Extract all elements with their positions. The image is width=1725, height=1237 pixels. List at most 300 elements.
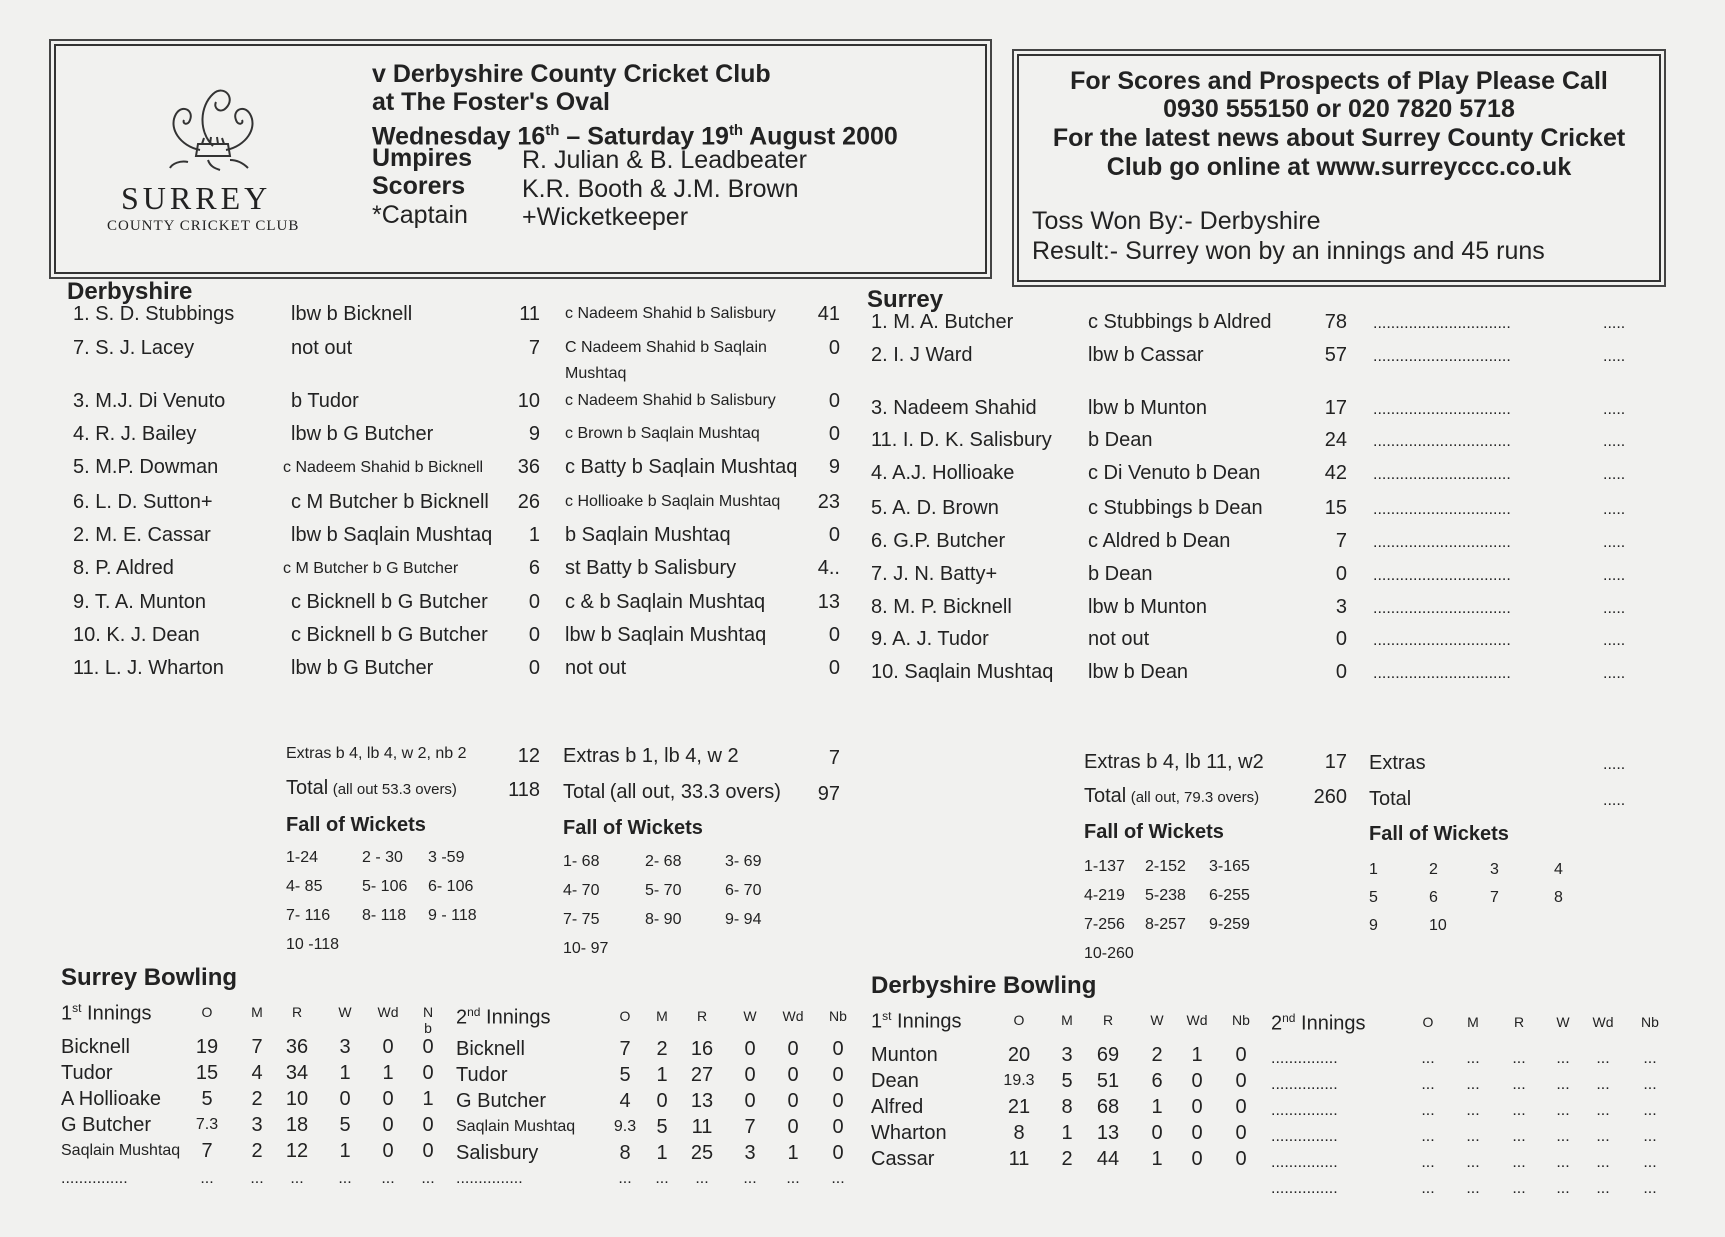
bowling-figure-dots: ... (1466, 1050, 1480, 1067)
column-header: R (1513, 1014, 1525, 1030)
batsman-name: 9. A. J. Tudor (871, 628, 989, 650)
bowling-figure: 5 (201, 1088, 213, 1110)
bowling-figure: 3 (744, 1142, 756, 1164)
fow-entry: 4-219 (1084, 887, 1125, 904)
surrey-bowling-title: Surrey Bowling (61, 964, 238, 991)
bowling-figure: 0 (1235, 1096, 1247, 1118)
fow-entry: 5-238 (1145, 887, 1186, 904)
bowler-name-dots: ............... (1271, 1050, 1338, 1067)
bowling-figure-dots: ... (1596, 1154, 1610, 1171)
runs-innings-2: 13 (817, 591, 840, 613)
bowling-figure: 0 (382, 1140, 394, 1162)
dots-runs-2: ..... (1603, 433, 1626, 450)
fow-entry: 6-255 (1209, 887, 1250, 904)
bowling-figure: 0 (744, 1090, 756, 1112)
bowling-figure-dots: ... (1556, 1076, 1570, 1093)
bowling-figure: 1 (382, 1062, 394, 1084)
dots-innings-2: ............................... (1373, 501, 1511, 518)
bowling-figure: 1 (1151, 1148, 1163, 1170)
contact-line-4: Club go online at www.surreyccc.co.uk (1106, 153, 1572, 181)
column-header: Wd (1186, 1012, 1208, 1028)
bowling-figure: 0 (744, 1038, 756, 1060)
bowling-figure: 0 (422, 1140, 434, 1162)
dots-innings-2: ............................... (1373, 315, 1511, 332)
bowler-name-dots: ............... (1271, 1102, 1338, 1119)
bowling-figure: 36 (285, 1036, 309, 1058)
batsman-name: 4. A.J. Hollioake (871, 462, 1015, 484)
bowling-figure: 10 (285, 1088, 309, 1110)
bowling-figure: 27 (690, 1064, 714, 1086)
bowling-figure-dots: ... (1466, 1102, 1480, 1119)
fow-entry: 10-260 (1084, 945, 1134, 962)
bowler-name-dots: ............... (1271, 1154, 1338, 1171)
bowling-figure: 0 (382, 1114, 394, 1136)
surrey-extras-1-runs: 17 (1324, 751, 1347, 773)
bowler-name-dots: ............... (1271, 1128, 1338, 1145)
runs-innings-1: 11 (519, 303, 540, 325)
surrey-extras-2-dots: ..... (1603, 756, 1626, 773)
fow-entry: 7- 116 (286, 907, 331, 924)
bowling-figure: 2 (1061, 1148, 1073, 1170)
bowling-figure-dots: ... (421, 1170, 435, 1187)
bowling-figure: 8 (1061, 1096, 1073, 1118)
scorers-value: K.R. Booth & J.M. Brown (522, 175, 799, 203)
batsman-name: 5. A. D. Brown (871, 497, 999, 519)
dismissal-innings-2: b Saqlain Mushtaq (565, 524, 731, 546)
bowling-figure-dots: ... (1466, 1180, 1480, 1197)
dots-runs-2: ..... (1603, 315, 1626, 332)
bowling-figure: 0 (832, 1090, 844, 1112)
column-header: M (656, 1008, 668, 1024)
scorers-label: Scorers (372, 172, 466, 200)
bowler-name: Saqlain Mushtaq (456, 1118, 576, 1135)
bowling-figure: 1 (1061, 1122, 1073, 1144)
fow-entry: 8- 118 (362, 907, 407, 924)
dots-runs-2: ..... (1603, 632, 1626, 649)
bowler-name: Saqlain Mushtaq (61, 1142, 181, 1159)
column-header: Wd (1592, 1014, 1614, 1030)
bowler-name: Bicknell (456, 1038, 525, 1060)
batsman-name: 1. S. D. Stubbings (73, 303, 235, 325)
dismissal-innings-2: c & b Saqlain Mushtaq (565, 591, 766, 613)
bowling-figure: 5 (339, 1114, 351, 1136)
contact-line-1: For Scores and Prospects of Play Please Call (1070, 67, 1608, 95)
bowling-figure: 5 (619, 1064, 631, 1086)
column-header: W (1556, 1014, 1570, 1030)
bowling-figure-dots: ... (1512, 1180, 1526, 1197)
fow-entry: 9 (1369, 917, 1378, 934)
bowler-name: G Butcher (456, 1090, 547, 1112)
bowling-figure-dots: ... (1556, 1102, 1570, 1119)
runs-innings-2: 0 (828, 390, 840, 412)
bowling-figure: 13 (1096, 1122, 1120, 1144)
bowling-figure: 2 (656, 1038, 668, 1060)
bowling-figure: 0 (1191, 1096, 1203, 1118)
derbyshire-extras-2: Extras b 1, lb 4, w 2 (563, 745, 739, 767)
dots-runs-2: ..... (1603, 348, 1626, 365)
runs-innings-2: 0 (828, 524, 840, 546)
bowling-figure: 1 (1191, 1044, 1203, 1066)
bowling-figure: 0 (339, 1088, 351, 1110)
derbyshire-fow-title-2: Fall of Wickets (563, 817, 703, 839)
bowling-figure-dots: ... (1466, 1076, 1480, 1093)
runs-innings-1: 7 (1335, 530, 1347, 552)
bowler-name: Salisbury (456, 1142, 539, 1164)
runs-innings-1: 0 (528, 591, 540, 613)
bowling-figure: 4 (251, 1062, 263, 1084)
dismissal-innings-1: c Aldred b Dean (1088, 530, 1231, 552)
runs-innings-1: 26 (517, 491, 540, 513)
dismissal-innings-1: c Stubbings b Dean (1088, 497, 1263, 519)
column-header: R (1102, 1012, 1114, 1028)
bowling-figure: 3 (339, 1036, 351, 1058)
dismissal-innings-1: c Nadeem Shahid b Bicknell (283, 459, 484, 476)
bowling-figure-dots: ... (381, 1170, 395, 1187)
bowling-figure-dots: ... (1556, 1180, 1570, 1197)
bowling-figure: 1 (656, 1064, 668, 1086)
runs-innings-2: 0 (828, 657, 840, 679)
bowler-name-dots: ............... (1271, 1076, 1338, 1093)
dismissal-innings-1: lbw b G Butcher (291, 423, 434, 445)
bowling-figure: 0 (832, 1116, 844, 1138)
batsman-name: 2. M. E. Cassar (73, 524, 211, 546)
dots-innings-2: ............................... (1373, 632, 1511, 649)
surrey-total-2-dots: ..... (1603, 792, 1626, 809)
bowling-figure-dots: ... (1512, 1154, 1526, 1171)
runs-innings-1: 10 (517, 390, 540, 412)
batsman-name: 3. M.J. Di Venuto (73, 390, 226, 412)
bowler-name: Cassar (871, 1148, 935, 1170)
bowling-figure: 0 (1235, 1070, 1247, 1092)
derbyshire-total-1-runs: 118 (508, 779, 540, 801)
bowler-name: Tudor (61, 1062, 113, 1084)
bowling-figure: 0 (787, 1064, 799, 1086)
bowling-figure: 3 (251, 1114, 263, 1136)
derbyshire-total-2-runs: 97 (817, 783, 840, 805)
runs-innings-1: 0 (528, 657, 540, 679)
bowling-figure: 0 (382, 1088, 394, 1110)
bowling-figure-dots: ... (1596, 1076, 1610, 1093)
surrey-total-1: Total (all out, 79.3 overs) (1084, 785, 1260, 807)
bowler-name: Bicknell (61, 1036, 130, 1058)
bowling-figure: 21 (1007, 1096, 1031, 1118)
runs-innings-2: 0 (828, 337, 840, 359)
batsman-name: 10. Saqlain Mushtaq (871, 661, 1054, 683)
batsman-name: 7. J. N. Batty+ (871, 563, 998, 585)
bowling-figure: 13 (690, 1090, 714, 1112)
batsman-name: 1. M. A. Butcher (871, 311, 1014, 333)
bowling-figure: 0 (744, 1064, 756, 1086)
match-date: Wednesday 16th – Saturday 19th August 2000 (372, 122, 898, 151)
bowling-figure: 7 (744, 1116, 756, 1138)
contact-line-2: 0930 555150 or 020 7820 5718 (1163, 95, 1515, 123)
fow-entry: 1-24 (286, 849, 319, 866)
batsman-name: 4. R. J. Bailey (73, 423, 197, 445)
dots-innings-2: ............................... (1373, 433, 1511, 450)
column-header: O (201, 1004, 213, 1020)
bowler-name: Dean (871, 1070, 919, 1092)
derbyshire-extras-1: Extras b 4, lb 4, w 2, nb 2 (286, 745, 467, 762)
bowling-figure-dots: ... (1421, 1076, 1435, 1093)
runs-innings-1: 6 (528, 557, 540, 579)
derbyshire-batting-title: Derbyshire (67, 278, 193, 305)
dots-runs-2: ..... (1603, 401, 1626, 418)
dots-innings-2: ............................... (1373, 567, 1511, 584)
match-venue: at The Foster's Oval (372, 88, 610, 116)
column-header: Nb (1641, 1014, 1659, 1030)
column-header: Wd (377, 1004, 399, 1020)
runs-innings-2: 23 (817, 491, 840, 513)
bowling-figure-dots: ... (1556, 1050, 1570, 1067)
dismissal-innings-1: c Bicknell b G Butcher (291, 624, 488, 646)
bowling-figure: 2 (251, 1140, 263, 1162)
column-header: b (424, 1020, 432, 1036)
bowling-figure: 4 (619, 1090, 631, 1112)
wicketkeeper-key: +Wicketkeeper (522, 203, 689, 231)
fow-entry: 4- 70 (563, 882, 600, 899)
batsman-name: 8. P. Aldred (73, 557, 174, 579)
fow-entry: 4 (1554, 861, 1563, 878)
dismissal-innings-2: lbw b Saqlain Mushtaq (565, 624, 767, 646)
bowling-figure: 5 (656, 1116, 668, 1138)
dismissal-innings-1: c M Butcher b Bicknell (291, 491, 489, 513)
fow-entry: 7- 75 (563, 911, 600, 928)
runs-innings-1: 3 (1335, 596, 1347, 618)
bowling-figure: 8 (1013, 1122, 1025, 1144)
bowling-figure-dots: ... (1556, 1128, 1570, 1145)
column-header: R (291, 1004, 303, 1020)
column-header: N (422, 1004, 434, 1020)
dots-runs-2: ..... (1603, 665, 1626, 682)
bowling-figure: 0 (1191, 1070, 1203, 1092)
bowling-figure: 51 (1096, 1070, 1120, 1092)
derbyshire-extras-2-runs: 7 (828, 747, 840, 769)
dismissal-innings-1: not out (291, 337, 353, 359)
batsman-name: 3. Nadeem Shahid (871, 397, 1037, 419)
bowling-figure-dots: ... (1643, 1154, 1657, 1171)
bowling-figure: 0 (422, 1114, 434, 1136)
fow-entry: 3 (1490, 861, 1499, 878)
dismissal-innings-1: lbw b Cassar (1088, 344, 1204, 366)
fow-entry: 3-165 (1209, 858, 1250, 875)
dots-innings-2: ............................... (1373, 534, 1511, 551)
bowling-figure-dots: ... (1643, 1050, 1657, 1067)
surrey-bowling-innings-1-label: 1st Innings (61, 1001, 152, 1025)
fow-entry: 1 (1369, 861, 1378, 878)
bowling-figure: 0 (1151, 1122, 1163, 1144)
fow-entry: 3- 69 (725, 853, 762, 870)
column-header: O (1013, 1012, 1025, 1028)
bowling-figure-dots: ... (1596, 1180, 1610, 1197)
fow-entry: 2-152 (1145, 858, 1186, 875)
bowler-name: A Hollioake (61, 1088, 162, 1110)
runs-innings-1: 36 (517, 456, 540, 478)
dismissal-innings-2: c Batty b Saqlain Mushtaq (565, 456, 798, 478)
surrey-fow-title-2: Fall of Wickets (1369, 823, 1509, 845)
bowling-figure: 0 (422, 1036, 434, 1058)
bowling-figure: 6 (1151, 1070, 1163, 1092)
runs-innings-1: 7 (528, 337, 540, 359)
fow-entry: 10- 97 (563, 940, 609, 957)
dots-runs-2: ..... (1603, 466, 1626, 483)
fow-entry: 6- 106 (428, 878, 474, 895)
runs-innings-2: 0 (828, 423, 840, 445)
runs-innings-2: 9 (828, 456, 840, 478)
bowling-figure-dots: ... (1643, 1128, 1657, 1145)
column-header: O (1422, 1014, 1434, 1030)
fow-entry: 2- 68 (645, 853, 682, 870)
bowling-figure-dots: ... (1466, 1128, 1480, 1145)
dots-innings-2: ............................... (1373, 401, 1511, 418)
bowling-figure: 1 (339, 1062, 351, 1084)
column-header: M (1061, 1012, 1073, 1028)
surrey-total-2: Total (1369, 788, 1412, 810)
derbyshire-fow-title-1: Fall of Wickets (286, 814, 426, 836)
dismissal-innings-2: st Batty b Salisbury (565, 557, 737, 579)
prince-of-wales-feathers-icon (158, 76, 268, 176)
derbyshire-bowling-innings-2-label: 2nd Innings (1271, 1011, 1366, 1035)
fow-entry: 4- 85 (286, 878, 323, 895)
bowling-figure-dots: ... (695, 1170, 709, 1187)
runs-innings-1: 1 (528, 524, 540, 546)
fow-entry: 5 (1369, 889, 1378, 906)
dots-runs-2: ..... (1603, 600, 1626, 617)
bowling-figure: 0 (382, 1036, 394, 1058)
bowling-figure-dots: ... (290, 1170, 304, 1187)
dismissal-innings-1: c Bicknell b G Butcher (291, 591, 488, 613)
bowling-figure-dots: ... (1643, 1180, 1657, 1197)
dismissal-innings-1: c M Butcher b G Butcher (283, 560, 459, 577)
dismissal-innings-2: not out (565, 657, 627, 679)
bowling-figure-dots: ... (250, 1170, 264, 1187)
bowler-name: Munton (871, 1044, 938, 1066)
bowling-figure: 0 (787, 1090, 799, 1112)
bowling-figure: 0 (832, 1038, 844, 1060)
dots-runs-2: ..... (1603, 534, 1626, 551)
runs-innings-1: 57 (1324, 344, 1347, 366)
contact-line-3: For the latest news about Surrey County Cricket (1052, 124, 1626, 152)
bowling-figure: 2 (1151, 1044, 1163, 1066)
bowling-figure: 19.3 (1003, 1072, 1035, 1089)
bowling-figure: 7.3 (195, 1116, 219, 1133)
bowling-figure: 1 (656, 1142, 668, 1164)
fow-entry: 9 - 118 (428, 907, 477, 924)
bowler-name: G Butcher (61, 1114, 152, 1136)
dismissal-innings-1: b Dean (1088, 429, 1153, 451)
dismissal-innings-2: c Nadeem Shahid b Salisbury (565, 305, 776, 322)
match-title: v Derbyshire County Cricket Club (372, 60, 771, 88)
bowling-figure: 19 (195, 1036, 219, 1058)
bowling-figure: 9.3 (613, 1118, 637, 1135)
bowling-figure: 69 (1096, 1044, 1120, 1066)
column-header: R (696, 1008, 708, 1024)
bowling-figure-dots: ... (786, 1170, 800, 1187)
fow-entry: 9- 94 (725, 911, 762, 928)
bowler-name: Wharton (871, 1122, 947, 1144)
bowling-figure: 7 (619, 1038, 631, 1060)
bowling-figure: 18 (285, 1114, 309, 1136)
dismissal-innings-1: c Stubbings b Aldred (1088, 311, 1272, 333)
bowling-figure: 11 (1008, 1148, 1030, 1170)
column-header: W (1150, 1012, 1164, 1028)
dismissal-innings-1: lbw b Munton (1088, 397, 1207, 419)
fow-entry: 3 -59 (428, 849, 465, 866)
derbyshire-bowling-title: Derbyshire Bowling (871, 972, 1097, 999)
column-header: Nb (829, 1008, 847, 1024)
bowling-figure: 12 (285, 1140, 309, 1162)
bowling-figure: 34 (285, 1062, 309, 1084)
derbyshire-total-1: Total (all out 53.3 overs) (286, 777, 457, 799)
fow-entry: 1- 68 (563, 853, 600, 870)
bowling-figure: 0 (832, 1142, 844, 1164)
surrey-total-1-runs: 260 (1313, 786, 1347, 808)
bowling-figure: 8 (619, 1142, 631, 1164)
fow-entry: 9-259 (1209, 916, 1250, 933)
surrey-batting-title: Surrey (867, 286, 944, 313)
bowling-figure-dots: ... (338, 1170, 352, 1187)
bowling-figure-dots: ... (1596, 1128, 1610, 1145)
bowling-figure: 7 (251, 1036, 263, 1058)
batsman-name: 11. I. D. K. Salisbury (871, 429, 1052, 451)
runs-innings-2: 4.. (817, 557, 840, 579)
batsman-name: 10. K. J. Dean (73, 624, 200, 646)
bowler-name-dots: ............... (61, 1170, 128, 1187)
column-header: O (619, 1008, 631, 1024)
batsman-name: 8. M. P. Bicknell (871, 596, 1012, 618)
bowling-figure: 0 (787, 1038, 799, 1060)
runs-innings-1: 9 (528, 423, 540, 445)
bowling-figure-dots: ... (1421, 1102, 1435, 1119)
dismissal-innings-1: b Dean (1088, 563, 1153, 585)
bowling-figure-dots: ... (1421, 1128, 1435, 1145)
dots-innings-2: ............................... (1373, 466, 1511, 483)
bowling-figure-dots: ... (743, 1170, 757, 1187)
fow-entry: 2 (1429, 861, 1438, 878)
bowling-figure: 3 (1061, 1044, 1073, 1066)
surrey-extras-2: Extras (1369, 752, 1426, 774)
dots-innings-2: ............................... (1373, 665, 1511, 682)
bowling-figure-dots: ... (655, 1170, 669, 1187)
fow-entry: 7-256 (1084, 916, 1125, 933)
bowling-figure: 0 (422, 1062, 434, 1084)
dismissal-innings-2: c Nadeem Shahid b Salisbury (565, 392, 776, 409)
dismissal-innings-2: c Brown b Saqlain Mushtaq (565, 425, 760, 442)
dismissal-innings-1: lbw b Bicknell (291, 303, 413, 325)
bowling-figure: 0 (1235, 1044, 1247, 1066)
bowling-figure-dots: ... (1421, 1180, 1435, 1197)
toss-won-by: Toss Won By:- Derbyshire (1032, 207, 1321, 235)
surrey-extras-1: Extras b 4, lb 11, w2 (1084, 751, 1264, 773)
bowling-figure-dots: ... (1643, 1076, 1657, 1093)
dismissal-innings-1: lbw b G Butcher (291, 657, 434, 679)
bowler-name: Tudor (456, 1064, 508, 1086)
dots-runs-2: ..... (1603, 501, 1626, 518)
fow-entry: 8-257 (1145, 916, 1186, 933)
fow-entry: 10 -118 (286, 936, 340, 953)
bowling-figure: 5 (1061, 1070, 1073, 1092)
column-header: W (338, 1004, 352, 1020)
runs-innings-1: 15 (1324, 497, 1347, 519)
fow-entry: 7 (1490, 889, 1499, 906)
bowling-figure-dots: ... (1512, 1076, 1526, 1093)
bowling-figure: 0 (656, 1090, 668, 1112)
bowling-figure: 0 (1235, 1148, 1247, 1170)
bowling-figure: 15 (195, 1062, 219, 1084)
bowling-figure: 44 (1096, 1148, 1120, 1170)
bowling-figure: 0 (1191, 1122, 1203, 1144)
fow-entry: 6- 70 (725, 882, 762, 899)
bowling-figure-dots: ... (1643, 1102, 1657, 1119)
